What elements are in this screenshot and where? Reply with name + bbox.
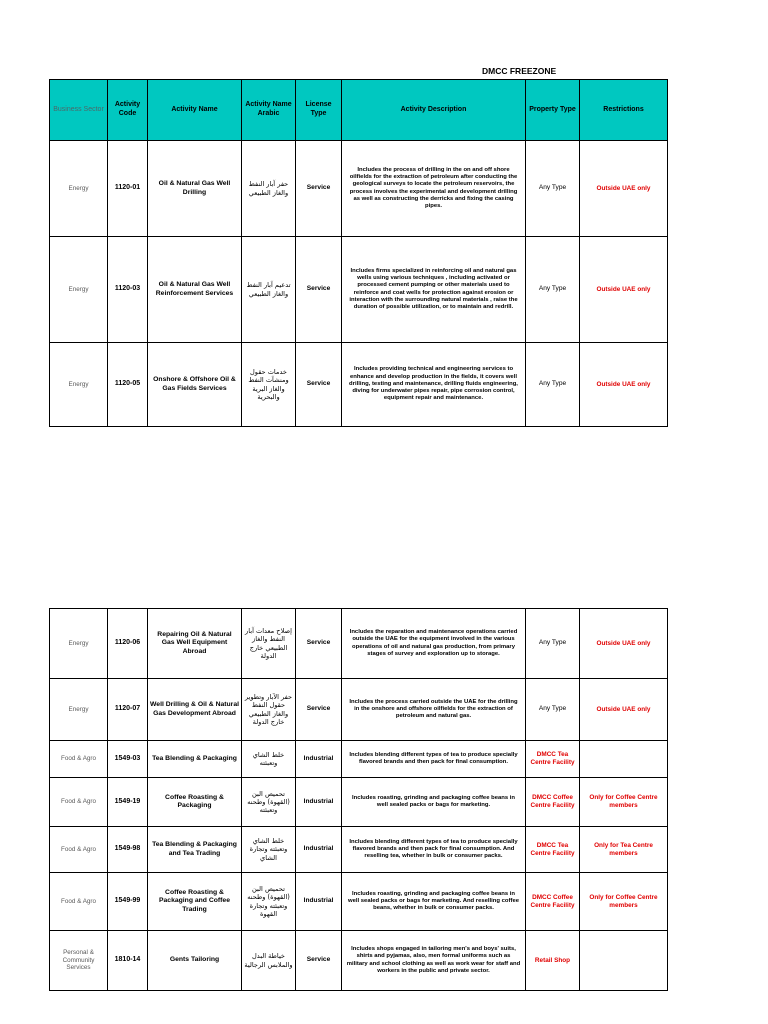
activity-description-cell: Includes blending different types of tea to produce specially flavored brands and then pack for final consumption.	[342, 741, 526, 778]
activity-name-arabic-cell: خياطة البدل والملابس الرجالية	[242, 931, 296, 991]
property-type-cell: DMCC Coffee Centre Facility	[526, 778, 580, 827]
activity-name-arabic-cell: حفر الآبار وتطوير حقول النفط والغاز الطبيعي خارج الدولة	[242, 679, 296, 741]
activity-name-cell: Oil & Natural Gas Well Reinforcement Services	[148, 237, 242, 343]
table-row	[50, 343, 668, 427]
table-body	[50, 609, 668, 991]
license-type-cell: Industrial	[296, 741, 342, 778]
activity-name-cell: Repairing Oil & Natural Gas Well Equipment Abroad	[148, 609, 242, 679]
header-activity-description: Activity Description	[342, 80, 526, 141]
business-sector-cell: Food & Agro	[50, 873, 108, 931]
restrictions-cell: Only for Tea Centre members	[580, 827, 668, 873]
activity-code-cell: 1549-03	[108, 741, 148, 778]
license-type-cell: Service	[296, 141, 342, 237]
activity-code-cell: 1120-06	[108, 609, 148, 679]
activity-description-cell: Includes the process carried outside the UAE for the drilling in the onshore and offshore oilfields for the extraction of petroleum and natural gas.	[342, 679, 526, 741]
activity-name-cell: Oil & Natural Gas Well Drilling	[148, 141, 242, 237]
activity-code-cell: 1120-05	[108, 343, 148, 427]
page-title: DMCC FREEZONE	[482, 66, 557, 76]
license-type-cell: Industrial	[296, 827, 342, 873]
property-type-cell: Any Type	[526, 141, 580, 237]
restrictions-cell: Outside UAE only	[580, 237, 668, 343]
restrictions-cell: Outside UAE only	[580, 609, 668, 679]
license-type-cell: Industrial	[296, 873, 342, 931]
activity-description-cell: Includes the reparation and maintenance operations carried outside the UAE for the equipment involved in the various operations of oil and natural gas production, from primary stages of survey and exploration up to storage.	[342, 609, 526, 679]
restrictions-cell: Only for Coffee Centre members	[580, 778, 668, 827]
business-sector-cell: Personal & Community Services	[50, 931, 108, 991]
business-sector-cell: Food & Agro	[50, 827, 108, 873]
table-row	[50, 931, 668, 991]
header-license-type: License Type	[296, 80, 342, 141]
license-type-cell: Service	[296, 237, 342, 343]
header-activity-name-arabic: Activity Name Arabic	[242, 80, 296, 141]
restrictions-cell: Outside UAE only	[580, 141, 668, 237]
table-row	[50, 141, 668, 237]
table-row	[50, 609, 668, 679]
activity-description-cell: Includes providing technical and engineering services to enhance and develop production in the fields, it covers well drilling, testing and maintenance, drilling fluids engineering, diving for underwater pipes repair, pipe corrosion control, equipment repair and maintenance.	[342, 343, 526, 427]
activity-name-arabic-cell: تحميص البن (القهوة) وطحنه وتعبئته	[242, 778, 296, 827]
activity-code-cell: 1810-14	[108, 931, 148, 991]
activity-name-cell: Coffee Roasting & Packaging	[148, 778, 242, 827]
activity-name-arabic-cell: تدعيم آبار النفط والغاز الطبيعي	[242, 237, 296, 343]
activity-code-cell: 1120-07	[108, 679, 148, 741]
activity-description-cell: Includes blending different types of tea to produce specially flavored brands and then pack for final consumption. And reselling tea, whether in bulk or consumer packs.	[342, 827, 526, 873]
property-type-cell: DMCC Tea Centre Facility	[526, 827, 580, 873]
activity-name-arabic-cell: خلط الشاي وتعبئته	[242, 741, 296, 778]
activity-code-cell: 1549-99	[108, 873, 148, 931]
business-sector-cell: Energy	[50, 609, 108, 679]
activity-name-arabic-cell: حفر آبار النفط والغاز الطبيعي	[242, 141, 296, 237]
activity-name-arabic-cell: خدمات حقول ومنشآت النفط والغاز البرية والبحرية	[242, 343, 296, 427]
header-business-sector: Business Sector	[50, 80, 108, 141]
activity-name-cell: Gents Tailoring	[148, 931, 242, 991]
restrictions-cell: Only for Coffee Centre members	[580, 873, 668, 931]
restrictions-cell	[580, 931, 668, 991]
license-type-cell: Service	[296, 931, 342, 991]
table-row	[50, 873, 668, 931]
activity-name-cell: Well Drilling & Oil & Natural Gas Development Abroad	[148, 679, 242, 741]
activity-code-cell: 1120-03	[108, 237, 148, 343]
activity-code-cell: 1549-98	[108, 827, 148, 873]
license-type-cell: Industrial	[296, 778, 342, 827]
activity-name-cell: Onshore & Offshore Oil & Gas Fields Services	[148, 343, 242, 427]
restrictions-cell	[580, 741, 668, 778]
property-type-cell: DMCC Tea Centre Facility	[526, 741, 580, 778]
business-sector-cell: Energy	[50, 141, 108, 237]
activity-description-cell: Includes roasting, grinding and packaging coffee beans in well sealed packs or bags for marketing.	[342, 778, 526, 827]
property-type-cell: Any Type	[526, 237, 580, 343]
activities-table-bottom	[49, 608, 668, 991]
business-sector-cell: Energy	[50, 679, 108, 741]
property-type-cell: Retail Shop	[526, 931, 580, 991]
property-type-cell: Any Type	[526, 343, 580, 427]
activity-description-cell: Includes roasting, grinding and packaging coffee beans in well sealed packs or bags for marketing. And reselling coffee beans, whether in bulk or consumer packs.	[342, 873, 526, 931]
table-row	[50, 679, 668, 741]
activity-code-cell: 1120-01	[108, 141, 148, 237]
activity-name-arabic-cell: خلط الشاي وتعبئته وتجارة الشاي	[242, 827, 296, 873]
table-body	[50, 141, 668, 427]
header-row	[50, 80, 668, 141]
activities-table-top	[49, 79, 668, 427]
license-type-cell: Service	[296, 679, 342, 741]
activity-description-cell: Includes firms specialized in reinforcing oil and natural gas wells using various techniques , including activated or processed cement pumping or other materials used to reinforce and coat wells for protection against erosion or interaction with the surrounding natural materials , raise the duration of possible utilization, or to maintain and redrill.	[342, 237, 526, 343]
activity-description-cell: Includes the process of drilling in the on and off shore oilfields for the extraction of petroleum after conducting the geological surveys to locate the petroleum reservoirs, the process involves the experimental and development drilling as well as constructing the derricks and fixing the casing pipes.	[342, 141, 526, 237]
license-type-cell: Service	[296, 609, 342, 679]
activity-name-cell: Tea Blending & Packaging and Tea Trading	[148, 827, 242, 873]
header-activity-name: Activity Name	[148, 80, 242, 141]
table-row	[50, 237, 668, 343]
restrictions-cell: Outside UAE only	[580, 679, 668, 741]
header-activity-code: Activity Code	[108, 80, 148, 141]
activity-name-arabic-cell: تحميص البن (القهوة) وطحنه وتعبئته وتجارة القهوة	[242, 873, 296, 931]
activity-name-cell: Coffee Roasting & Packaging and Coffee Trading	[148, 873, 242, 931]
activity-description-cell: Includes shops engaged in tailoring men's and boys' suits, shirts and pyjamas, also, men formal uniforms such as military and school clothing as well as work wear for staff and workers in the public and private sector.	[342, 931, 526, 991]
table-row	[50, 741, 668, 778]
activity-code-cell: 1549-19	[108, 778, 148, 827]
property-type-cell: DMCC Coffee Centre Facility	[526, 873, 580, 931]
property-type-cell: Any Type	[526, 679, 580, 741]
business-sector-cell: Food & Agro	[50, 778, 108, 827]
business-sector-cell: Energy	[50, 343, 108, 427]
business-sector-cell: Food & Agro	[50, 741, 108, 778]
business-sector-cell: Energy	[50, 237, 108, 343]
license-type-cell: Service	[296, 343, 342, 427]
header-property-type: Property Type	[526, 80, 580, 141]
table-row	[50, 827, 668, 873]
header-restrictions: Restrictions	[580, 80, 668, 141]
table-row	[50, 778, 668, 827]
activity-name-cell: Tea Blending & Packaging	[148, 741, 242, 778]
property-type-cell: Any Type	[526, 609, 580, 679]
restrictions-cell: Outside UAE only	[580, 343, 668, 427]
activity-name-arabic-cell: إصلاح معدات آبار النفط والغاز الطبيعي خارج الدولة	[242, 609, 296, 679]
